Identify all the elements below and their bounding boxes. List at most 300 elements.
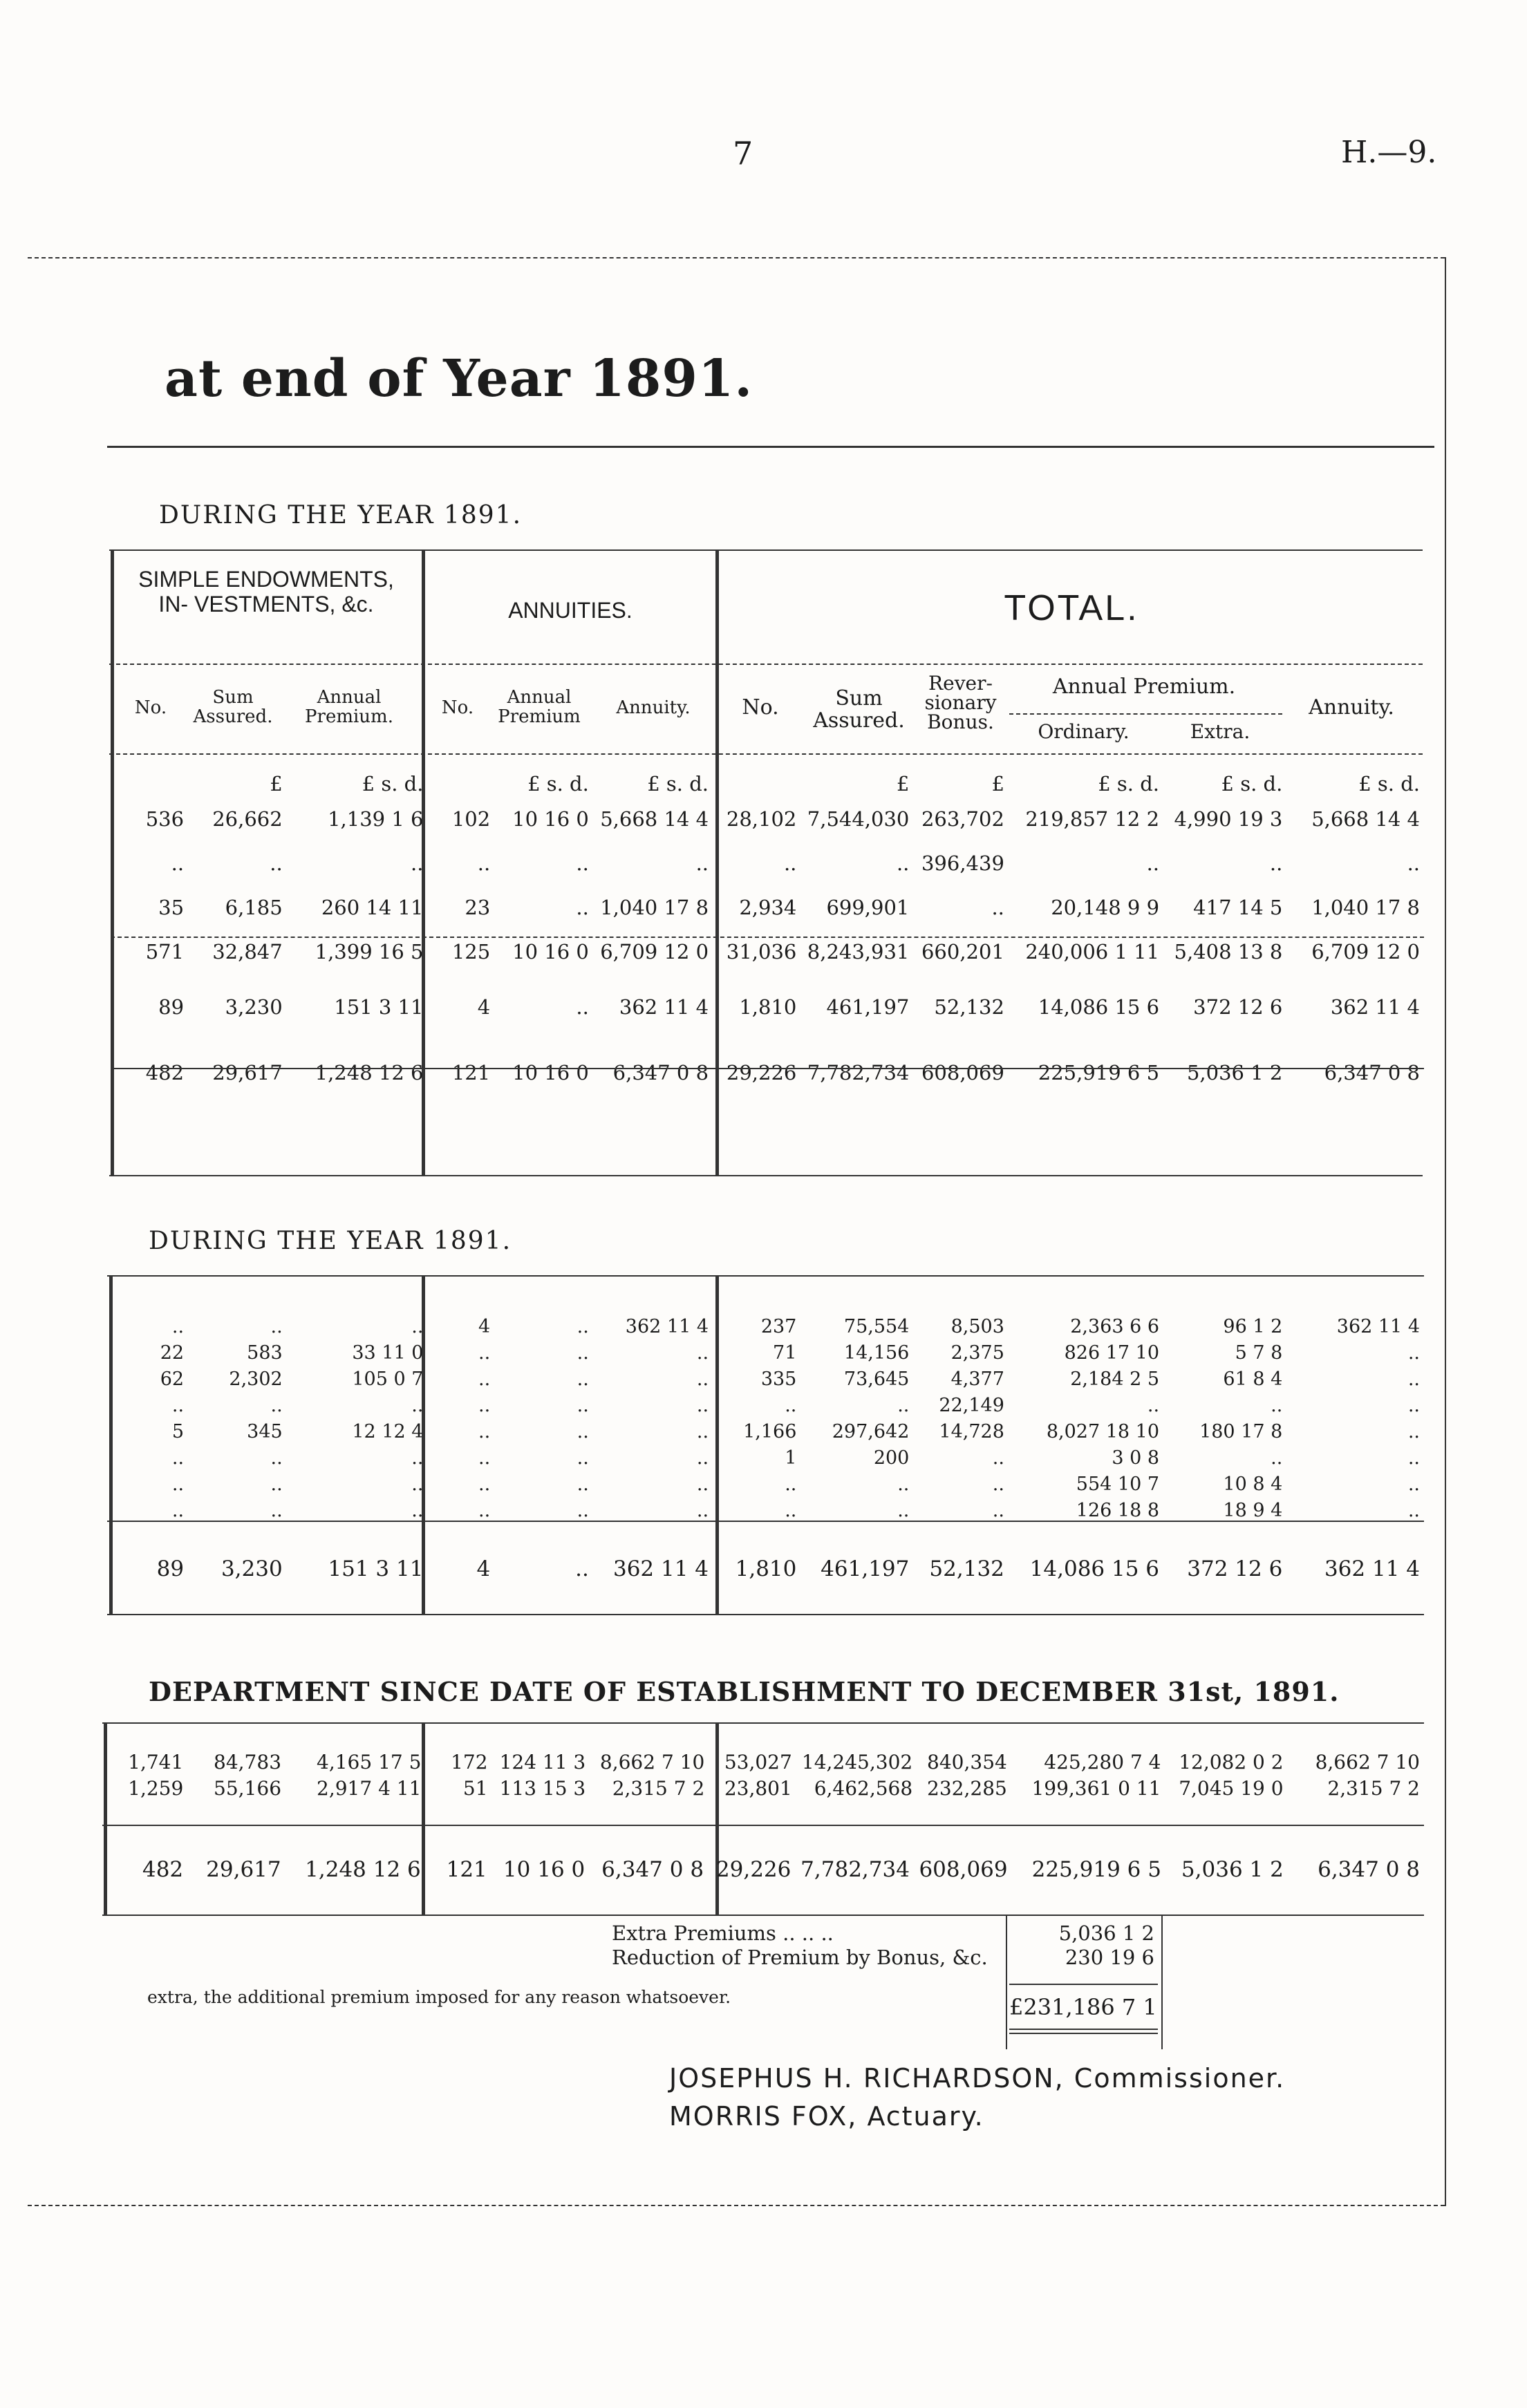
table-row xyxy=(111,1339,1424,1366)
table-cell: .. xyxy=(478,1394,491,1416)
table-cell: 1,248 12 6 xyxy=(315,1060,424,1084)
table-cell: 89 xyxy=(156,1556,185,1581)
table-cell: 6,347 0 8 xyxy=(612,1060,709,1084)
table-cell: 7,045 19 0 xyxy=(1179,1776,1284,1800)
table-cell: .. xyxy=(1271,1394,1283,1416)
table-cell: 125 xyxy=(451,940,491,963)
s2-top xyxy=(107,1275,1424,1277)
table-cell: 12 12 4 xyxy=(352,1420,424,1442)
s1-bottom xyxy=(109,1175,1423,1176)
col-header-total-sum: Sum Assured. xyxy=(813,686,905,733)
table-cell: .. xyxy=(785,1394,797,1416)
table-row xyxy=(111,1497,1424,1523)
table-cell: .. xyxy=(1146,852,1160,875)
table-cell: 362 11 4 xyxy=(619,995,709,1019)
table-cell: 2,315 7 2 xyxy=(612,1776,705,1800)
table-cell: 660,201 xyxy=(921,940,1004,963)
table-cell: 61 8 4 xyxy=(1223,1368,1283,1390)
top-rule xyxy=(28,257,1445,258)
table-cell: .. xyxy=(478,1368,491,1390)
s1-row3-rule xyxy=(111,937,1424,938)
s1-header-top xyxy=(109,549,1423,551)
table-cell: 6,347 0 8 xyxy=(601,1857,704,1882)
table-cell: 583 xyxy=(247,1342,283,1364)
table-cell: 297,642 xyxy=(832,1420,910,1442)
footnote: extra, the additional premium imposed for any reason whatsoever. xyxy=(147,1987,731,2007)
table-cell: 482 xyxy=(142,1857,184,1882)
table-cell: .. xyxy=(411,1499,424,1521)
table-cell: 23,801 xyxy=(724,1776,792,1800)
table-row xyxy=(111,974,1424,1040)
table-cell: 10 16 0 xyxy=(512,940,589,963)
table-cell: 6,185 xyxy=(225,896,283,919)
table-cell: 10 16 0 xyxy=(512,807,589,831)
table-cell: .. xyxy=(577,1394,589,1416)
table-cell: 1,040 17 8 xyxy=(1311,896,1420,919)
unit-cell: £ s. d. xyxy=(362,772,424,796)
grand-total-rule xyxy=(1009,1984,1158,1985)
table-cell: 237 xyxy=(760,1315,797,1337)
table-cell: 5,668 14 4 xyxy=(600,807,709,831)
table-cell: 840,354 xyxy=(927,1750,1007,1774)
table-cell: .. xyxy=(1407,1342,1420,1364)
table-cell: .. xyxy=(783,852,797,875)
table-cell: .. xyxy=(576,852,589,875)
s1-row5-rule xyxy=(111,1068,1424,1069)
table-cell: 417 14 5 xyxy=(1193,896,1283,919)
table-cell: .. xyxy=(1407,1368,1420,1390)
table-cell: 1,810 xyxy=(735,1556,797,1581)
table-cell: .. xyxy=(411,852,424,875)
table-cell: 22,149 xyxy=(939,1394,1004,1416)
table-cell: .. xyxy=(576,995,589,1019)
table-cell: 425,280 7 4 xyxy=(1044,1750,1161,1774)
table-cell: 362 11 4 xyxy=(612,1556,709,1581)
table-cell: 6,347 0 8 xyxy=(1318,1857,1420,1882)
table-cell: 536 xyxy=(145,807,185,831)
table-cell: 4,990 19 3 xyxy=(1174,807,1283,831)
table-cell: 180 17 8 xyxy=(1199,1420,1283,1442)
table-cell: 14,728 xyxy=(939,1420,1004,1442)
table-cell: 4 xyxy=(476,1556,491,1581)
signature-actuary: MORRIS FOX, Actuary. xyxy=(669,2101,984,2132)
table-cell: .. xyxy=(478,1447,491,1469)
table-cell: .. xyxy=(577,1499,589,1521)
s3-bottom xyxy=(102,1915,1424,1916)
signature-commissioner: JOSEPHUS H. RICHARDSON, Commissioner. xyxy=(669,2063,1286,2094)
table-cell: 200 xyxy=(873,1447,910,1469)
table-cell: 2,184 2 5 xyxy=(1070,1368,1160,1390)
bottom-rule xyxy=(28,2205,1445,2206)
table-cell: 1,810 xyxy=(739,995,797,1019)
s3-top xyxy=(102,1722,1424,1724)
table-cell: 240,006 1 11 xyxy=(1025,940,1160,963)
table-row xyxy=(111,841,1424,885)
table-cell: .. xyxy=(696,1499,709,1521)
table-cell: 362 11 4 xyxy=(1336,1315,1420,1337)
table-row xyxy=(111,885,1424,930)
table-cell: 5,408 13 8 xyxy=(1174,940,1283,963)
section2-table xyxy=(111,1313,1424,1523)
table-cell: .. xyxy=(171,1315,185,1337)
table-cell: .. xyxy=(1407,1447,1420,1469)
table-cell: 1,166 xyxy=(743,1420,797,1442)
table-cell: 18 9 4 xyxy=(1223,1499,1283,1521)
group-header-total: TOTAL. xyxy=(1004,588,1139,628)
table-cell: 121 xyxy=(446,1857,487,1882)
grand-total-underline-1 xyxy=(1009,2029,1158,2030)
table-cell: .. xyxy=(270,1447,283,1469)
table-cell: 20,148 9 9 xyxy=(1051,896,1160,919)
table-cell: 8,243,931 xyxy=(807,940,910,963)
table-cell: .. xyxy=(270,1315,283,1337)
table-cell: .. xyxy=(270,1473,283,1495)
group-header-annuities: ANNUITIES. xyxy=(508,598,633,623)
table-cell: 75,554 xyxy=(843,1315,910,1337)
table-cell: 8,027 18 10 xyxy=(1046,1420,1160,1442)
table-cell: 22 xyxy=(160,1342,185,1364)
unit-cell: £ s. d. xyxy=(1098,772,1160,796)
s1-group-bottom xyxy=(109,664,1423,665)
table-cell: 7,782,734 xyxy=(807,1060,910,1084)
table-cell: 461,197 xyxy=(826,995,910,1019)
table-cell: 2,302 xyxy=(229,1368,283,1390)
col-header-extra: Extra. xyxy=(1190,720,1250,743)
table-cell: 124 11 3 xyxy=(499,1750,586,1774)
table-cell: 5 7 8 xyxy=(1235,1342,1283,1364)
table-cell: 12,082 0 2 xyxy=(1179,1750,1284,1774)
table-cell: .. xyxy=(1407,1499,1420,1521)
table-cell: 8,662 7 10 xyxy=(599,1750,705,1774)
table-cell: 1,040 17 8 xyxy=(600,896,709,919)
table-cell: 121 xyxy=(451,1060,491,1084)
table-cell: .. xyxy=(270,852,283,875)
table-cell: .. xyxy=(576,896,589,919)
table-cell: .. xyxy=(696,1368,709,1390)
table-cell: 84,783 xyxy=(214,1750,282,1774)
col-header-reversionary: Rever- sionary Bonus. xyxy=(924,672,997,733)
table-cell: .. xyxy=(171,1447,185,1469)
table-cell: 5,668 14 4 xyxy=(1311,807,1420,831)
table-cell: 8,503 xyxy=(950,1315,1004,1337)
col-header-no: No. xyxy=(134,697,167,718)
table-cell: 1,399 16 5 xyxy=(315,940,424,963)
table-cell: 7,544,030 xyxy=(807,807,910,831)
s3-mid xyxy=(102,1825,1424,1826)
table-cell: 33 11 0 xyxy=(352,1342,424,1364)
section3-total-row xyxy=(111,1856,1424,1883)
table-cell: 3,230 xyxy=(225,995,283,1019)
table-row xyxy=(111,1471,1424,1497)
table-cell: 32,847 xyxy=(212,940,283,963)
table-cell: 14,086 15 6 xyxy=(1029,1556,1160,1581)
s1-colhdr-bottom xyxy=(109,753,1423,755)
table-cell: 362 11 4 xyxy=(625,1315,709,1337)
table-cell: 7,782,734 xyxy=(800,1857,910,1882)
table-cell: .. xyxy=(992,1473,1004,1495)
table-cell: .. xyxy=(992,1499,1004,1521)
table-cell: 5,036 1 2 xyxy=(1186,1060,1283,1084)
table-cell: 53,027 xyxy=(724,1750,792,1774)
table-cell: 29,617 xyxy=(212,1060,283,1084)
table-cell: 10 8 4 xyxy=(1223,1473,1283,1495)
table-cell: 71 xyxy=(773,1342,797,1364)
table-cell: 14,156 xyxy=(843,1342,910,1364)
table-cell: .. xyxy=(477,852,491,875)
grand-total: £231,186 7 1 xyxy=(1009,1994,1157,2020)
annual-premium-subrule xyxy=(1009,713,1282,715)
table-cell: .. xyxy=(696,1447,709,1469)
section1-heading: DURING THE YEAR 1891. xyxy=(159,501,523,529)
table-cell: .. xyxy=(1407,1420,1420,1442)
table-cell: 2,917 4 11 xyxy=(317,1776,422,1800)
table-cell: 14,245,302 xyxy=(801,1750,913,1774)
table-cell: .. xyxy=(1407,852,1420,875)
table-cell: 29,226 xyxy=(726,1060,797,1084)
table-row xyxy=(111,1445,1424,1471)
table-cell: 14,086 15 6 xyxy=(1038,995,1160,1019)
table-cell: .. xyxy=(695,852,709,875)
table-cell: .. xyxy=(1269,852,1283,875)
table-cell: 219,857 12 2 xyxy=(1025,807,1160,831)
table-cell: 1,139 1 6 xyxy=(328,807,424,831)
table-cell: 3 0 8 xyxy=(1112,1447,1160,1469)
table-cell: 362 11 4 xyxy=(1324,1556,1420,1581)
table-cell: 6,709 12 0 xyxy=(1311,940,1420,963)
table-cell: .. xyxy=(411,1473,424,1495)
table-cell: 4 xyxy=(477,995,491,1019)
reduction-label: Reduction of Premium by Bonus, &c. xyxy=(612,1946,988,1969)
extra-box-right xyxy=(1161,1915,1163,2049)
page-title: at end of Year 1891. xyxy=(165,349,753,408)
table-cell: 8,662 7 10 xyxy=(1315,1750,1420,1774)
page-reference: H.—9. xyxy=(1341,135,1437,170)
section2-total-table xyxy=(111,1555,1424,1583)
table-cell: 225,919 6 5 xyxy=(1038,1060,1160,1084)
table-cell: 151 3 11 xyxy=(328,1556,424,1581)
col-header-annual-premium-group: Annual Premium. xyxy=(1052,675,1236,699)
table-row xyxy=(111,1040,1424,1105)
table-cell: .. xyxy=(171,1473,185,1495)
table-row xyxy=(111,1366,1424,1392)
unit-cell: £ s. d. xyxy=(527,772,589,796)
table-cell: 10 16 0 xyxy=(503,1857,585,1882)
table-cell: 232,285 xyxy=(927,1776,1007,1800)
extra-premiums-value: 5,036 1 2 xyxy=(1058,1921,1154,1945)
table-cell: 105 0 7 xyxy=(352,1368,424,1390)
unit-cell: £ xyxy=(270,772,283,796)
table-cell: .. xyxy=(411,1447,424,1469)
extra-box-left xyxy=(1006,1915,1007,2049)
table-cell: 6,709 12 0 xyxy=(600,940,709,963)
table-cell: 699,901 xyxy=(826,896,910,919)
table-cell: 2,375 xyxy=(950,1342,1004,1364)
section3-body xyxy=(111,1749,1424,1801)
table-cell: 2,934 xyxy=(739,896,797,919)
table-cell: .. xyxy=(1407,1473,1420,1495)
section3-heading: DEPARTMENT SINCE DATE OF ESTABLISHMENT TO DECEMBER 31st, 1891. xyxy=(149,1676,1340,1707)
table-cell: 263,702 xyxy=(921,807,1004,831)
table-cell: 126 18 8 xyxy=(1076,1499,1160,1521)
col-header-annual-premium: Annual Premium. xyxy=(305,687,393,727)
table-row xyxy=(111,1749,1424,1775)
table-cell: 51 xyxy=(462,1776,488,1800)
section3-total-table xyxy=(111,1856,1424,1883)
section1-body xyxy=(111,797,1424,1105)
table-row xyxy=(111,1775,1424,1801)
table-row xyxy=(111,1418,1424,1445)
table-cell: .. xyxy=(171,1394,185,1416)
table-cell: 608,069 xyxy=(919,1857,1008,1882)
table-cell: .. xyxy=(785,1473,797,1495)
table-cell: .. xyxy=(992,1447,1004,1469)
table-cell: 1,259 xyxy=(128,1776,184,1800)
table-cell: 29,617 xyxy=(206,1857,281,1882)
table-cell: .. xyxy=(171,852,185,875)
table-cell: 199,361 0 11 xyxy=(1031,1776,1161,1800)
table-cell: .. xyxy=(411,1315,424,1337)
table-cell: .. xyxy=(696,1420,709,1442)
table-cell: .. xyxy=(577,1368,589,1390)
table-cell: 396,439 xyxy=(921,852,1004,875)
table-cell: 2,315 7 2 xyxy=(1327,1776,1420,1800)
table-cell: 35 xyxy=(158,896,185,919)
table-cell: 372 12 6 xyxy=(1193,995,1283,1019)
col-header-sum-assured: Sum Assured. xyxy=(193,687,273,727)
table-cell: 23 xyxy=(465,896,491,919)
unit-cell: £ s. d. xyxy=(1358,772,1420,796)
page-number: 7 xyxy=(733,135,753,172)
table-cell: .. xyxy=(897,1473,910,1495)
table-cell: 225,919 6 5 xyxy=(1031,1857,1161,1882)
table-cell: .. xyxy=(270,1499,283,1521)
table-cell: .. xyxy=(171,1499,185,1521)
table-cell: 5,036 1 2 xyxy=(1181,1857,1284,1882)
col-header-ann-premium: Annual Premium xyxy=(498,687,581,727)
section2-total-row xyxy=(111,1555,1424,1583)
s2-bottom xyxy=(107,1614,1424,1615)
unit-cell: £ s. d. xyxy=(647,772,709,796)
table-cell: 102 xyxy=(451,807,491,831)
table-cell: 4,165 17 5 xyxy=(317,1750,422,1774)
table-cell: 29,226 xyxy=(715,1857,791,1882)
table-cell: .. xyxy=(991,896,1004,919)
col-header-ann-no: No. xyxy=(441,697,474,718)
table-cell: 1,248 12 6 xyxy=(305,1857,421,1882)
col-header-total-annuity: Annuity. xyxy=(1309,695,1394,719)
table-cell: .. xyxy=(1407,1394,1420,1416)
table-cell: .. xyxy=(411,1394,424,1416)
table-cell: 482 xyxy=(145,1060,185,1084)
table-cell: 52,132 xyxy=(929,1556,1004,1581)
table-cell: .. xyxy=(1147,1394,1160,1416)
table-cell: 362 11 4 xyxy=(1330,995,1420,1019)
table-cell: .. xyxy=(478,1499,491,1521)
table-cell: 55,166 xyxy=(214,1776,282,1800)
table-cell: .. xyxy=(896,852,910,875)
units-row xyxy=(111,771,1424,797)
table-cell: .. xyxy=(270,1394,283,1416)
table-cell: 31,036 xyxy=(726,940,797,963)
table-cell: 28,102 xyxy=(726,807,797,831)
table-cell: 6,347 0 8 xyxy=(1324,1060,1420,1084)
table-cell: 62 xyxy=(160,1368,185,1390)
col-header-annuity: Annuity. xyxy=(616,697,691,718)
table-cell: .. xyxy=(478,1473,491,1495)
unit-cell: £ s. d. xyxy=(1221,772,1283,796)
extra-premiums-label: Extra Premiums .. .. .. xyxy=(612,1921,834,1945)
table-row xyxy=(111,1313,1424,1339)
table-row xyxy=(111,1392,1424,1418)
title-rule xyxy=(107,446,1434,448)
table-cell: 1 xyxy=(785,1447,797,1469)
table-cell: 26,662 xyxy=(212,807,283,831)
table-cell: .. xyxy=(696,1342,709,1364)
table-cell: 5 xyxy=(171,1420,185,1442)
table-cell: .. xyxy=(478,1420,491,1442)
table-cell: 1,741 xyxy=(128,1750,184,1774)
s3-vline-left xyxy=(104,1722,107,1916)
table-cell: 345 xyxy=(247,1420,283,1442)
table-cell: 608,069 xyxy=(921,1060,1004,1084)
section2-body xyxy=(111,1313,1424,1523)
table-cell: 372 12 6 xyxy=(1187,1556,1283,1581)
table-cell: .. xyxy=(785,1499,797,1521)
table-cell: .. xyxy=(696,1473,709,1495)
table-cell: 151 3 11 xyxy=(334,995,424,1019)
table-cell: 3,230 xyxy=(221,1556,283,1581)
reduction-value: 230 19 6 xyxy=(1065,1946,1154,1969)
table-cell: 554 10 7 xyxy=(1076,1473,1160,1495)
table-cell: 6,462,568 xyxy=(814,1776,913,1800)
table-cell: .. xyxy=(478,1342,491,1364)
table-cell: 113 15 3 xyxy=(499,1776,586,1800)
table-cell: 52,132 xyxy=(934,995,1004,1019)
table-cell: .. xyxy=(696,1394,709,1416)
table-cell: 10 16 0 xyxy=(512,1060,589,1084)
group-header-simple: SIMPLE ENDOWMENTS, IN- VESTMENTS, &c. xyxy=(138,567,394,617)
unit-cell: £ xyxy=(896,772,910,796)
table-row xyxy=(111,797,1424,841)
table-cell: 2,363 6 6 xyxy=(1070,1315,1160,1337)
table-cell: 96 1 2 xyxy=(1223,1315,1283,1337)
table-cell: .. xyxy=(897,1394,910,1416)
table-cell: 89 xyxy=(158,995,185,1019)
table-cell: .. xyxy=(577,1473,589,1495)
table-cell: .. xyxy=(577,1315,589,1337)
col-header-total-no: No. xyxy=(742,695,779,719)
unit-cell: £ xyxy=(991,772,1004,796)
section2-heading: DURING THE YEAR 1891. xyxy=(149,1227,512,1255)
table-cell: 4 xyxy=(478,1315,491,1337)
table-cell: 826 17 10 xyxy=(1064,1342,1160,1364)
table-cell: .. xyxy=(1271,1447,1283,1469)
table-cell: 461,197 xyxy=(821,1556,910,1581)
section1-table xyxy=(111,771,1424,1105)
section3-table xyxy=(111,1749,1424,1801)
table-cell: .. xyxy=(897,1499,910,1521)
table-cell: 4,377 xyxy=(950,1368,1004,1390)
right-frame-rule xyxy=(1445,257,1446,2206)
grand-total-underline-2 xyxy=(1009,2033,1158,2034)
table-cell: 335 xyxy=(760,1368,797,1390)
table-cell: 260 14 11 xyxy=(321,896,424,919)
table-cell: .. xyxy=(575,1556,589,1581)
table-cell: 571 xyxy=(145,940,185,963)
table-cell: 73,645 xyxy=(843,1368,910,1390)
table-cell: .. xyxy=(577,1447,589,1469)
table-cell: .. xyxy=(577,1420,589,1442)
